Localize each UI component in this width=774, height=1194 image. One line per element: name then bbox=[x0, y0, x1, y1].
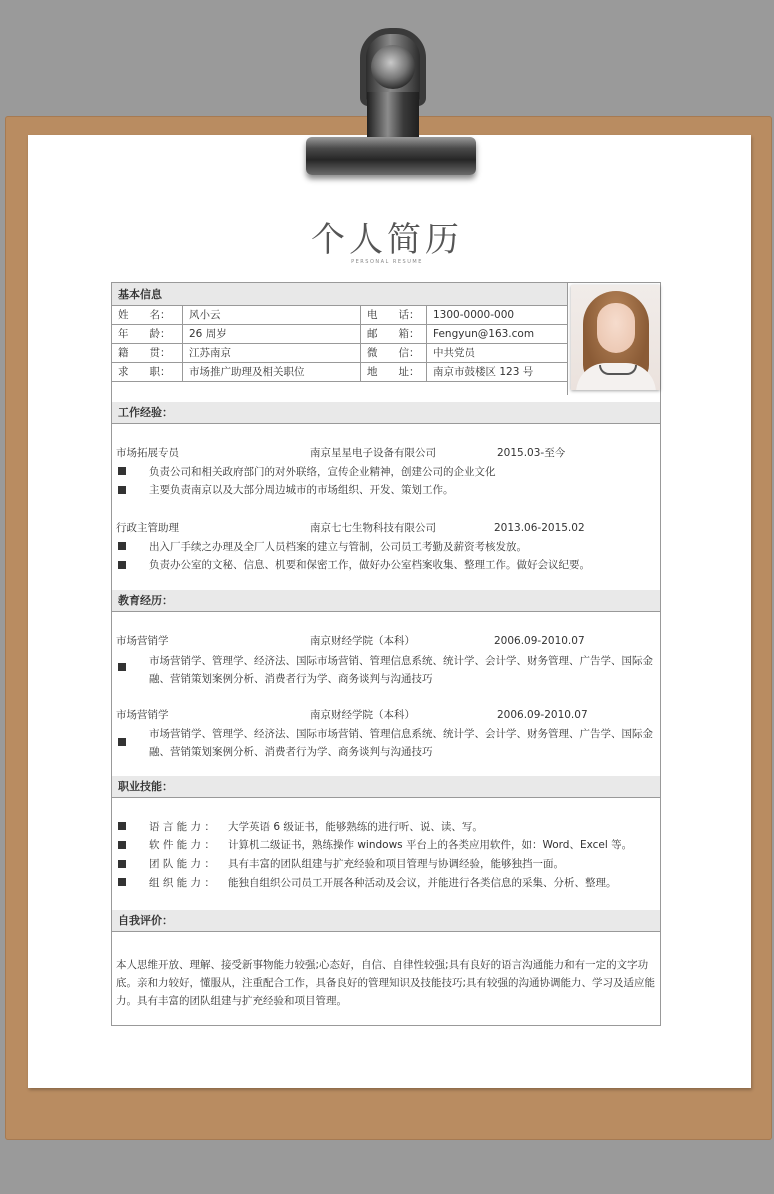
resume-title: 个人简历 bbox=[311, 220, 463, 260]
table-divider bbox=[360, 306, 361, 382]
job-company: 南京七七生物科技有限公司 bbox=[310, 522, 436, 534]
table-divider bbox=[182, 306, 183, 382]
resume-body bbox=[111, 282, 661, 1026]
info-label: 电 话： bbox=[367, 309, 420, 321]
edu-period: 2006.09-2010.07 bbox=[497, 709, 588, 721]
bullet-icon bbox=[118, 561, 126, 569]
bullet-icon bbox=[118, 738, 126, 746]
resume-subtitle: PERSONAL RESUME bbox=[351, 259, 423, 265]
job-title: 行政主管助理 bbox=[116, 522, 179, 534]
profile-photo bbox=[571, 285, 660, 390]
info-value: 风小云 bbox=[189, 309, 221, 321]
education-heading: 教育经历： bbox=[112, 590, 660, 612]
info-label: 邮 箱： bbox=[367, 328, 420, 340]
info-value: 南京市鼓楼区 123 号 bbox=[433, 366, 534, 378]
info-value: 26 周岁 bbox=[189, 328, 227, 340]
job-company: 南京星星电子设备有限公司 bbox=[310, 447, 436, 459]
job-duty: 负责办公室的文秘、信息、机要和保密工作，做好办公室档案收集、整理工作。做好会议纪要。 bbox=[149, 559, 590, 571]
work-heading: 工作经验： bbox=[112, 402, 660, 424]
self-eval-heading: 自我评价： bbox=[112, 910, 660, 932]
edu-major: 市场营销学 bbox=[116, 709, 169, 721]
skill-label: 组 织 能 力 ： bbox=[149, 877, 215, 889]
skill-text: 具有丰富的团队组建与扩充经验和项目管理与协调经验，能够独挡一面。 bbox=[228, 858, 564, 870]
edu-description: 市场营销学、管理学、经济法、国际市场营销、管理信息系统、统计学、会计学、财务管理、广告学、国际金融、营销策划案例分析、消费者行为学、商务谈判与沟通技巧 bbox=[149, 728, 653, 758]
job-period: 2015.03-至今 bbox=[497, 447, 566, 459]
job-title: 市场拓展专员 bbox=[116, 447, 179, 459]
edu-period: 2006.09-2010.07 bbox=[494, 635, 585, 647]
edu-school: 南京财经学院（本科） bbox=[310, 709, 415, 721]
basic-info-table bbox=[112, 306, 567, 382]
info-row bbox=[112, 344, 567, 363]
basic-info-heading: 基本信息 bbox=[112, 283, 567, 306]
job-period: 2013.06-2015.02 bbox=[494, 522, 585, 534]
skills-heading: 职业技能： bbox=[112, 776, 660, 798]
photo-frame bbox=[567, 283, 662, 395]
job-duty: 负责公司和相关政府部门的对外联络，宣传企业精神，创建公司的企业文化 bbox=[149, 466, 496, 478]
edu-school: 南京财经学院（本科） bbox=[310, 635, 415, 647]
info-value: 1300-0000-000 bbox=[433, 309, 515, 321]
bullet-icon bbox=[118, 841, 126, 849]
info-value: 市场推广助理及相关职位 bbox=[189, 366, 305, 378]
self-eval-text: 本人思维开放、理解、接受新事物能力较强;心态好，自信、自律性较强;具有良好的语言沟通能力和有一定的文字功底。亲和力较好，懂服从，注重配合工作，具备良好的管理知识及技能技巧;具有较强的沟通协调能力、学习及适应能力。具有丰富的团队组建与扩充经验和项目管理。 bbox=[116, 959, 656, 1007]
info-row bbox=[112, 325, 567, 344]
bullet-icon bbox=[118, 663, 126, 671]
bullet-icon bbox=[118, 860, 126, 868]
info-value: 江苏南京 bbox=[189, 347, 231, 359]
info-label: 求 职： bbox=[118, 366, 171, 378]
skill-label: 软 件 能 力 ： bbox=[149, 839, 215, 851]
info-value: Fengyun@163.com bbox=[433, 328, 535, 340]
table-divider bbox=[426, 306, 427, 382]
edu-description: 市场营销学、管理学、经济法、国际市场营销、管理信息系统、统计学、会计学、财务管理、广告学、国际金融、营销策划案例分析、消费者行为学、商务谈判与沟通技巧 bbox=[149, 655, 653, 685]
info-row bbox=[112, 306, 567, 325]
info-label: 籍 贯： bbox=[118, 347, 171, 359]
skill-text: 计算机二级证书，熟练操作 windows 平台上的各类应用软件，如：Word、Excel 等。 bbox=[228, 839, 633, 851]
info-value: 中共党员 bbox=[433, 347, 475, 359]
skill-label: 团 队 能 力 ： bbox=[149, 858, 215, 870]
job-duty: 出入厂手续之办理及全厂人员档案的建立与管制，公司员工考勤及薪资考核发放。 bbox=[149, 541, 527, 553]
skill-text: 大学英语 6 级证书，能够熟练的进行听、说、读、写。 bbox=[228, 821, 483, 833]
bullet-icon bbox=[118, 542, 126, 550]
edu-major: 市场营销学 bbox=[116, 635, 169, 647]
info-label: 姓 名： bbox=[118, 309, 171, 321]
info-label: 年 龄： bbox=[118, 328, 171, 340]
job-duty: 主要负责南京以及大部分周边城市的市场组织、开发、策划工作。 bbox=[149, 484, 454, 496]
info-row bbox=[112, 363, 567, 382]
skill-text: 能独自组织公司员工开展各种活动及会议，并能进行各类信息的采集、分析、整理。 bbox=[228, 877, 617, 889]
bullet-icon bbox=[118, 486, 126, 494]
skill-label: 语 言 能 力 ： bbox=[149, 821, 215, 833]
bullet-icon bbox=[118, 878, 126, 886]
info-label: 地 址： bbox=[367, 366, 420, 378]
bullet-icon bbox=[118, 467, 126, 475]
info-label: 微 信： bbox=[367, 347, 420, 359]
bullet-icon bbox=[118, 822, 126, 830]
